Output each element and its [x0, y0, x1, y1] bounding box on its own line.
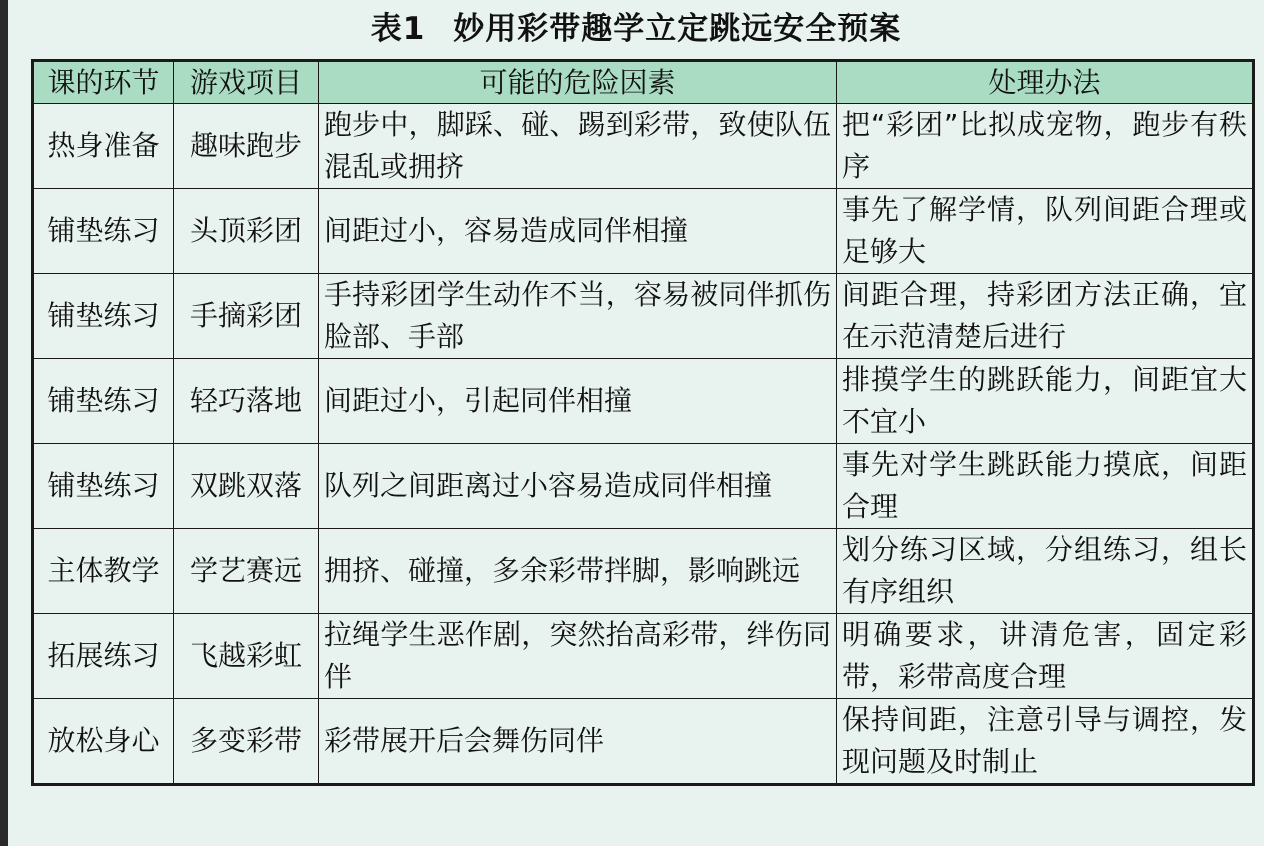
table-title-text: 妙用彩带趣学立定跳远安全预案	[453, 11, 902, 47]
risk-factor-cell: 拉绳学生恶作剧，突然抬高彩带，绊伤同伴	[319, 614, 837, 699]
game-item-cell: 双跳双落	[174, 444, 319, 529]
risk-factor-cell: 队列之间距离过小容易造成同伴相撞	[319, 444, 837, 529]
handling-method-cell: 排摸学生的跳跃能力，间距宜大不宜小	[837, 359, 1254, 444]
game-item-cell: 多变彩带	[174, 699, 319, 785]
document-page	[8, 0, 1264, 846]
table-row	[33, 104, 1254, 189]
safety-plan-table	[31, 59, 1255, 786]
handling-method-cell: 事先对学生跳跃能力摸底，间距合理	[837, 444, 1254, 529]
risk-factor-cell: 跑步中，脚踩、碰、踢到彩带，致使队伍混乱或拥挤	[319, 104, 837, 189]
risk-factor-cell: 拥挤、碰撞，多余彩带拌脚，影响跳远	[319, 529, 837, 614]
lesson-stage-cell: 主体教学	[33, 529, 174, 614]
column-header: 游戏项目	[174, 61, 319, 104]
handling-method-cell: 间距合理，持彩团方法正确，宜在示范清楚后进行	[837, 274, 1254, 359]
game-item-cell: 趣味跑步	[174, 104, 319, 189]
lesson-stage-cell: 铺垫练习	[33, 359, 174, 444]
column-header: 可能的危险因素	[319, 61, 837, 104]
table-number: 表1	[370, 11, 426, 47]
handling-method-cell: 把“彩团”比拟成宠物，跑步有秩序	[837, 104, 1254, 189]
game-item-cell: 飞越彩虹	[174, 614, 319, 699]
risk-factor-cell: 间距过小，容易造成同伴相撞	[319, 189, 837, 274]
game-item-cell: 学艺赛远	[174, 529, 319, 614]
table-row	[33, 359, 1254, 444]
risk-factor-cell: 手持彩团学生动作不当，容易被同伴抓伤脸部、手部	[319, 274, 837, 359]
table-row	[33, 274, 1254, 359]
lesson-stage-cell: 热身准备	[33, 104, 174, 189]
game-item-cell: 轻巧落地	[174, 359, 319, 444]
risk-factor-cell: 间距过小，引起同伴相撞	[319, 359, 837, 444]
table-header-row	[33, 61, 1254, 104]
lesson-stage-cell: 铺垫练习	[33, 189, 174, 274]
table-row	[33, 699, 1254, 785]
table-row	[33, 529, 1254, 614]
risk-factor-cell: 彩带展开后会舞伤同伴	[319, 699, 837, 785]
lesson-stage-cell: 铺垫练习	[33, 274, 174, 359]
game-item-cell: 手摘彩团	[174, 274, 319, 359]
handling-method-cell: 明确要求，讲清危害，固定彩带，彩带高度合理	[837, 614, 1254, 699]
lesson-stage-cell: 拓展练习	[33, 614, 174, 699]
column-header: 处理办法	[837, 61, 1254, 104]
handling-method-cell: 事先了解学情，队列间距合理或足够大	[837, 189, 1254, 274]
table-row	[33, 614, 1254, 699]
lesson-stage-cell: 放松身心	[33, 699, 174, 785]
game-item-cell: 头顶彩团	[174, 189, 319, 274]
column-header: 课的环节	[33, 61, 174, 104]
table-title	[8, 6, 1264, 52]
handling-method-cell: 划分练习区域，分组练习，组长有序组织	[837, 529, 1254, 614]
handling-method-cell: 保持间距，注意引导与调控，发现问题及时制止	[837, 699, 1254, 785]
table-row	[33, 444, 1254, 529]
table-row	[33, 189, 1254, 274]
lesson-stage-cell: 铺垫练习	[33, 444, 174, 529]
